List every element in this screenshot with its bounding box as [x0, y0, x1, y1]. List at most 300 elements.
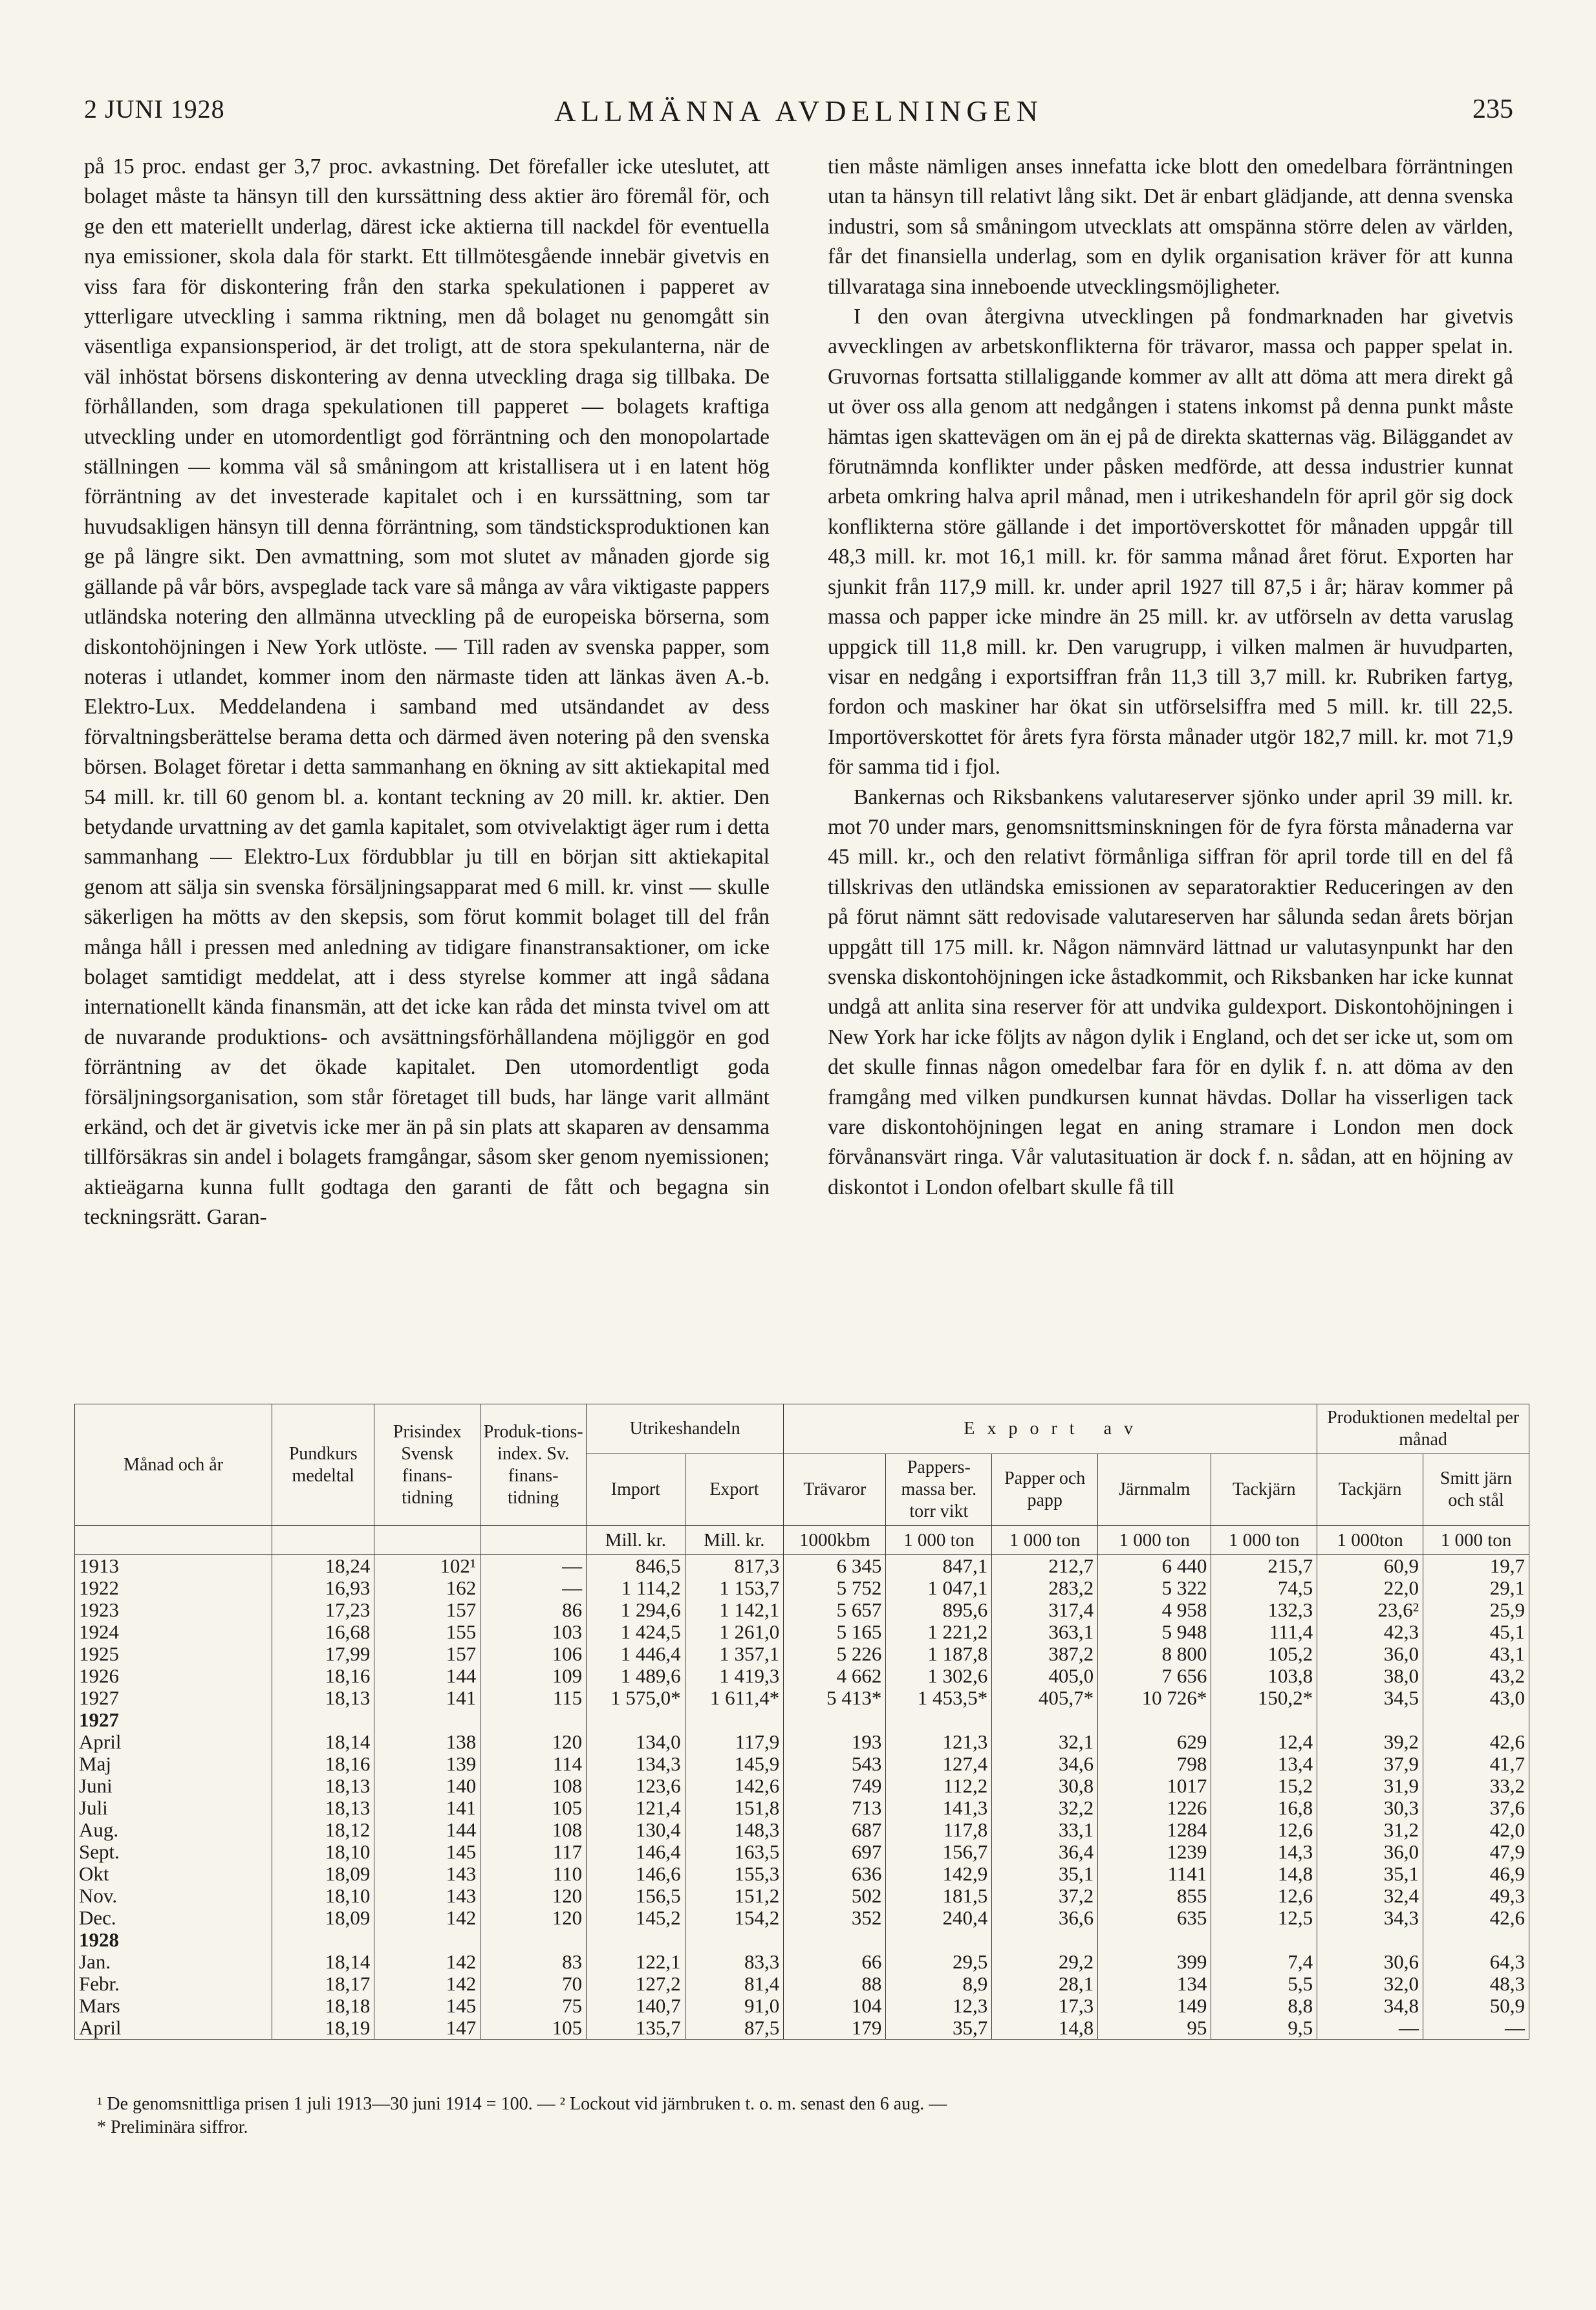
statistics-table	[74, 1404, 1529, 2040]
data-cell: 103,8	[1211, 1665, 1317, 1687]
data-cell: 38,0	[1317, 1665, 1423, 1687]
data-cell: 142	[374, 1973, 480, 1995]
data-cell: 18,16	[272, 1665, 374, 1687]
data-cell: 1017	[1098, 1775, 1211, 1797]
data-cell: 120	[480, 1885, 587, 1907]
data-cell: 30,3	[1317, 1797, 1423, 1819]
data-cell: 43,2	[1423, 1665, 1529, 1687]
data-cell	[1211, 1709, 1317, 1731]
data-cell: 36,4	[992, 1841, 1098, 1863]
row-label: Maj	[75, 1753, 272, 1775]
article-body	[84, 152, 1513, 1368]
data-cell: 102¹	[374, 1555, 480, 1578]
row-label: 1928	[75, 1929, 272, 1951]
data-cell: 142,6	[685, 1775, 784, 1797]
row-label: 1927	[75, 1709, 272, 1731]
data-cell	[1098, 1929, 1211, 1951]
table-row	[75, 1951, 1529, 1973]
row-label: 1925	[75, 1643, 272, 1665]
data-cell: 39,2	[1317, 1731, 1423, 1753]
data-cell: 37,2	[992, 1885, 1098, 1907]
data-cell: 145	[374, 1841, 480, 1863]
data-cell: 5 752	[784, 1577, 886, 1599]
data-cell: 142	[374, 1907, 480, 1929]
data-cell: 7 656	[1098, 1665, 1211, 1687]
data-cell: 18,18	[272, 1995, 374, 2017]
data-cell: 144	[374, 1665, 480, 1687]
data-cell: 18,19	[272, 2017, 374, 2040]
data-cell: 111,4	[1211, 1621, 1317, 1643]
unit-cell: 1 000 ton	[886, 1526, 992, 1555]
row-label: Jan.	[75, 1951, 272, 1973]
th-smitt: Smitt järn och stål	[1423, 1454, 1529, 1526]
data-cell: 12,6	[1211, 1819, 1317, 1841]
data-cell: 143	[374, 1863, 480, 1885]
data-cell: 18,10	[272, 1885, 374, 1907]
data-cell: 31,2	[1317, 1819, 1423, 1841]
data-cell: 5 322	[1098, 1577, 1211, 1599]
data-cell: 9,5	[1211, 2017, 1317, 2040]
row-label: Mars	[75, 1995, 272, 2017]
data-cell: 141,3	[886, 1797, 992, 1819]
footnotes	[97, 2093, 1487, 2139]
footnote: * Preliminära siffror.	[97, 2117, 248, 2137]
data-cell: 163,5	[685, 1841, 784, 1863]
data-cell: 60,9	[1317, 1555, 1423, 1578]
data-cell: 66	[784, 1951, 886, 1973]
data-cell: 83	[480, 1951, 587, 1973]
data-cell: 115	[480, 1687, 587, 1709]
data-cell: 142,9	[886, 1863, 992, 1885]
row-label: 1922	[75, 1577, 272, 1599]
unit-cell: 1000kbm	[784, 1526, 886, 1555]
data-cell: 1 187,8	[886, 1643, 992, 1665]
table-row	[75, 1599, 1529, 1621]
data-cell: 120	[480, 1907, 587, 1929]
data-cell: 8,8	[1211, 1995, 1317, 2017]
data-cell: 5 413*	[784, 1687, 886, 1709]
data-cell: 135,7	[587, 2017, 685, 2040]
data-cell: 8 800	[1098, 1643, 1211, 1665]
th-export: Export	[685, 1454, 784, 1526]
data-cell: 87,5	[685, 2017, 784, 2040]
row-label: April	[75, 2017, 272, 2040]
th-utrikeshandeln: Utrikeshandeln	[587, 1404, 784, 1454]
data-cell: 86	[480, 1599, 587, 1621]
th-prisindex: Prisindex Svensk finans-tidning	[374, 1404, 480, 1526]
data-cell: 1284	[1098, 1819, 1211, 1841]
data-cell: 127,2	[587, 1973, 685, 1995]
data-cell: 157	[374, 1599, 480, 1621]
data-cell: 14,8	[1211, 1863, 1317, 1885]
data-cell: 5 948	[1098, 1621, 1211, 1643]
unit-cell: Mill. kr.	[685, 1526, 784, 1555]
table-row	[75, 1665, 1529, 1687]
th-prod-tackjarn: Tackjärn	[1317, 1454, 1423, 1526]
data-cell: 18,09	[272, 1907, 374, 1929]
data-cell: 16,8	[1211, 1797, 1317, 1819]
data-cell: 34,6	[992, 1753, 1098, 1775]
data-cell: 146,4	[587, 1841, 685, 1863]
data-cell	[784, 1709, 886, 1731]
data-cell: 35,1	[992, 1863, 1098, 1885]
th-produktionsindex: Produk-tions-index. Sv. finans-tidning	[480, 1404, 587, 1526]
data-cell: 12,5	[1211, 1907, 1317, 1929]
page-number: 235	[1472, 94, 1513, 124]
row-label: 1913	[75, 1555, 272, 1578]
data-cell: 5 226	[784, 1643, 886, 1665]
table-row	[75, 1731, 1529, 1753]
data-cell: 91,0	[685, 1995, 784, 2017]
th-export-av: E x p o r t a v	[784, 1404, 1317, 1454]
data-cell: 25,9	[1423, 1599, 1529, 1621]
data-cell: 117,9	[685, 1731, 784, 1753]
data-cell: 140,7	[587, 1995, 685, 2017]
data-cell: 5 657	[784, 1599, 886, 1621]
data-cell: 81,4	[685, 1973, 784, 1995]
data-cell: 157	[374, 1643, 480, 1665]
data-cell: 1 575,0*	[587, 1687, 685, 1709]
data-cell: 50,9	[1423, 1995, 1529, 2017]
data-cell: 145,2	[587, 1907, 685, 1929]
data-cell: 713	[784, 1797, 886, 1819]
data-cell: 105	[480, 2017, 587, 2040]
th-import: Import	[587, 1454, 685, 1526]
data-cell: 636	[784, 1863, 886, 1885]
row-label: Okt	[75, 1863, 272, 1885]
data-cell: 387,2	[992, 1643, 1098, 1665]
unit-cell	[272, 1526, 374, 1555]
data-cell: 45,1	[1423, 1621, 1529, 1643]
data-cell	[272, 1709, 374, 1731]
data-cell: 1141	[1098, 1863, 1211, 1885]
data-cell: 12,3	[886, 1995, 992, 2017]
data-cell: 114	[480, 1753, 587, 1775]
paragraph: tien måste nämligen anses innefatta icke blott den omedelbara förräntningen utan ta hänsyn till relativt lång sikt. Det är enbart glädjande, att denna svenska industri, som så småningom utvecklats att omspänna större delen av världen, får det finansiella underlag, som en dylik organisation kräver för att kunna tillvaratagа sina inneboende utvecklingsmöjligheter.	[828, 155, 1513, 299]
data-cell: 23,6²	[1317, 1599, 1423, 1621]
data-cell: 47,9	[1423, 1841, 1529, 1863]
data-cell: 156,5	[587, 1885, 685, 1907]
data-cell: 855	[1098, 1885, 1211, 1907]
data-cell: 4 958	[1098, 1599, 1211, 1621]
data-cell: 127,4	[886, 1753, 992, 1775]
data-cell: 14,3	[1211, 1841, 1317, 1863]
data-cell: 895,6	[886, 1599, 992, 1621]
data-cell: 104	[784, 1995, 886, 2017]
data-cell	[685, 1709, 784, 1731]
data-cell: 798	[1098, 1753, 1211, 1775]
data-cell: 29,5	[886, 1951, 992, 1973]
data-cell: 5 165	[784, 1621, 886, 1643]
data-cell: 37,9	[1317, 1753, 1423, 1775]
data-cell: 12,4	[1211, 1731, 1317, 1753]
data-cell: 15,2	[1211, 1775, 1317, 1797]
data-cell: 687	[784, 1819, 886, 1841]
data-cell: 32,2	[992, 1797, 1098, 1819]
data-cell: 41,7	[1423, 1753, 1529, 1775]
data-cell	[587, 1929, 685, 1951]
data-cell: 121,3	[886, 1731, 992, 1753]
data-cell: 34,8	[1317, 1995, 1423, 2017]
statistics-table-wrapper	[74, 1404, 1529, 2040]
data-cell: 105	[480, 1797, 587, 1819]
data-cell	[1211, 1929, 1317, 1951]
page-header	[84, 87, 1513, 139]
data-cell	[587, 1709, 685, 1731]
data-cell: 30,6	[1317, 1951, 1423, 1973]
unit-cell: 1 000 ton	[1211, 1526, 1317, 1555]
row-label: 1926	[75, 1665, 272, 1687]
data-cell: 28,1	[992, 1973, 1098, 1995]
data-cell: —	[480, 1577, 587, 1599]
data-cell: 75	[480, 1995, 587, 2017]
data-cell: 18,13	[272, 1687, 374, 1709]
row-label: Juli	[75, 1797, 272, 1819]
data-cell: 635	[1098, 1907, 1211, 1929]
data-cell: 154,2	[685, 1907, 784, 1929]
data-cell: 1 153,7	[685, 1577, 784, 1599]
data-cell: 4 662	[784, 1665, 886, 1687]
left-column	[84, 152, 770, 1233]
data-cell: 240,4	[886, 1907, 992, 1929]
data-cell: 155,3	[685, 1863, 784, 1885]
data-cell: 10 726*	[1098, 1687, 1211, 1709]
data-cell: —	[1423, 2017, 1529, 2040]
unit-cell: Mill. kr.	[587, 1526, 685, 1555]
th-produktionen: Produktionen medeltal per månad	[1317, 1404, 1529, 1454]
row-label: 1924	[75, 1621, 272, 1643]
data-cell: 35,1	[1317, 1863, 1423, 1885]
data-cell: 151,8	[685, 1797, 784, 1819]
data-cell: 1 261,0	[685, 1621, 784, 1643]
unit-cell: 1 000ton	[1317, 1526, 1423, 1555]
data-cell: 42,6	[1423, 1907, 1529, 1929]
data-cell: 43,1	[1423, 1643, 1529, 1665]
data-cell: 46,9	[1423, 1863, 1529, 1885]
table-year-heading-row	[75, 1709, 1529, 1731]
data-cell	[1423, 1709, 1529, 1731]
table-row	[75, 1621, 1529, 1643]
data-cell: 399	[1098, 1951, 1211, 1973]
data-cell: 48,3	[1423, 1973, 1529, 1995]
data-cell: 132,3	[1211, 1599, 1317, 1621]
data-cell: 18,13	[272, 1775, 374, 1797]
data-cell: 32,0	[1317, 1973, 1423, 1995]
data-cell: 1 446,4	[587, 1643, 685, 1665]
unit-cell	[374, 1526, 480, 1555]
data-cell: 122,1	[587, 1951, 685, 1973]
data-cell: 110	[480, 1863, 587, 1885]
data-cell: 18,17	[272, 1973, 374, 1995]
header-section: ALLMÄNNA AVDELNINGEN	[554, 94, 1043, 127]
data-cell: 144	[374, 1819, 480, 1841]
data-cell: 139	[374, 1753, 480, 1775]
data-cell: 18,14	[272, 1731, 374, 1753]
data-cell: 134	[1098, 1973, 1211, 1995]
data-cell: —	[1317, 2017, 1423, 2040]
data-cell: 130,4	[587, 1819, 685, 1841]
data-cell: 18,09	[272, 1863, 374, 1885]
data-cell: 74,5	[1211, 1577, 1317, 1599]
data-cell	[374, 1709, 480, 1731]
data-cell: 140	[374, 1775, 480, 1797]
table-row	[75, 1687, 1529, 1709]
data-cell: 145	[374, 1995, 480, 2017]
data-cell: 150,2*	[1211, 1687, 1317, 1709]
data-cell: 363,1	[992, 1621, 1098, 1643]
data-cell: 134,0	[587, 1731, 685, 1753]
header-date: 2 JUNI 1928	[84, 94, 225, 124]
data-cell	[992, 1709, 1098, 1731]
paragraph: på 15 proc. endast ger 3,7 proc. avkastning. Det förefaller icke uteslutet, att bolaget måste ta hänsyn till den kurssättning dess aktier äro föremål för, och ge den ett materiellt underlag, därest icke aktierna till nackdel för eventuella nya emissioner, skola dala för starkt. Ett tillmötesgående innebär givetvis en viss fara för diskontering från den starka spekulationen i papperet av ytterligare utveckling i samma riktning, men då bolaget nu genomgått sin väsentliga expansionsperiod, är det troligt, att de stora spekulanterna, när de väl inhöstat börsens diskontering av denna utveckling draga sig tillbaka. De förhållanden, som draga spekulationen till papperet — bolagets kraftiga utveckling under en utomordentligt god förräntning och den monopolartade ställningen — komma väl så småningom att kristallisera ut i en latent hög förräntning av det investerade kapitalet och i en kurssättning, som tar huvudsakligen hänsyn till denna förräntning, som tändsticksproduktionen kan ge på längre sikt. Den avmattning, som mot slutet av månaden gjorde sig gällande på vår börs, avspeglade tack vare så många av våra viktigaste pappers utländska notering den allmänna utveckling på de europeiska börserna, som diskontohöjningen i New York utlöste. — Till raden av svenska papper, som noteras i utlandet, kommer inom den närmaste tiden att länkas även A.-b. Elektro-Lux. Meddelandena i samband med utsändandet av dess förvaltningsberättelse berama detta och därmed även notering på den svenska börsen. Bolaget företar i detta sammanhang en ökning av sitt aktiekapital med 54 mill. kr. till 60 genom bl. a. kontant teckning av 20 mill. kr. aktier. Den betydande urvattning av det gamla kapitalet, som otvivelaktigt äger rum i detta sammanhang — Elektro-Lux fördubblar ju till en början sitt aktiekapital genom att sälja sin svenska försäljningsapparat med 6 mill. kr. vinst — skulle säkerligen ha mötts av den skepsis, som förut kommit bolaget till del från många håll i pressen med anledning av tidigare finanstransaktioner, om icke bolaget samtidigt meddelat, att i dess styrelse kommer att ingå sådana internationellt kända finansmän, att det icke kan råda det minsta tvivel om att de nuvarande produktions- och avsättningsförhållandena möjliggör en god förräntning av det ökade kapitalet. Den utomordentligt goda försäljningsorganisation, som står företaget till buds, har länge varit allmänt erkänd, och det är givetvis icke mer än på sin plats att skaparen av densamma tillförsäkras sin andel i bolagets framgångar, såsom sker genom nyemissionen; aktieägarna kunna fullt godtaga den garanti de fått och begagna sin teckningsrätt. Garan-	[84, 155, 770, 1230]
data-cell: 212,7	[992, 1555, 1098, 1578]
data-cell: 13,4	[1211, 1753, 1317, 1775]
data-cell: 117	[480, 1841, 587, 1863]
data-cell	[886, 1929, 992, 1951]
data-cell: 1 419,3	[685, 1665, 784, 1687]
data-cell	[272, 1929, 374, 1951]
th-pundkurs: Pundkurs medeltal	[272, 1404, 374, 1526]
data-cell	[886, 1709, 992, 1731]
row-label: 1923	[75, 1599, 272, 1621]
unit-cell: 1 000 ton	[1098, 1526, 1211, 1555]
data-cell: 18,14	[272, 1951, 374, 1973]
th-travaror: Trävaror	[784, 1454, 886, 1526]
data-cell: 6 440	[1098, 1555, 1211, 1578]
table-body	[75, 1526, 1529, 2040]
data-cell	[784, 1929, 886, 1951]
data-cell: 1 142,1	[685, 1599, 784, 1621]
table-row	[75, 1753, 1529, 1775]
data-cell: 138	[374, 1731, 480, 1753]
data-cell: 37,6	[1423, 1797, 1529, 1819]
data-cell: 1 221,2	[886, 1621, 992, 1643]
data-cell: 17,99	[272, 1643, 374, 1665]
table-year-heading-row	[75, 1929, 1529, 1951]
data-cell: 18,13	[272, 1797, 374, 1819]
data-cell: 156,7	[886, 1841, 992, 1863]
data-cell: 151,2	[685, 1885, 784, 1907]
data-cell: 121,4	[587, 1797, 685, 1819]
th-pappersmassa: Pappers-massa ber. torr vikt	[886, 1454, 992, 1526]
data-cell: 83,3	[685, 1951, 784, 1973]
th-jarnmalm: Järnmalm	[1098, 1454, 1211, 1526]
data-cell: 7,4	[1211, 1951, 1317, 1973]
data-cell: 103	[480, 1621, 587, 1643]
data-cell: 18,10	[272, 1841, 374, 1863]
table-row	[75, 1885, 1529, 1907]
data-cell: 19,7	[1423, 1555, 1529, 1578]
data-cell: 817,3	[685, 1555, 784, 1578]
data-cell: 106	[480, 1643, 587, 1665]
data-cell: 18,24	[272, 1555, 374, 1578]
data-cell: 29,1	[1423, 1577, 1529, 1599]
data-cell: 34,3	[1317, 1907, 1423, 1929]
data-cell: 1 357,1	[685, 1643, 784, 1665]
data-cell	[1423, 1929, 1529, 1951]
data-cell: 33,1	[992, 1819, 1098, 1841]
data-cell: 105,2	[1211, 1643, 1317, 1665]
row-label: Nov.	[75, 1885, 272, 1907]
data-cell: 22,0	[1317, 1577, 1423, 1599]
data-cell: 108	[480, 1819, 587, 1841]
table-row	[75, 2017, 1529, 2040]
data-cell: 143	[374, 1885, 480, 1907]
data-cell: 193	[784, 1731, 886, 1753]
table-row	[75, 1555, 1529, 1578]
data-cell: 109	[480, 1665, 587, 1687]
data-cell: 142	[374, 1951, 480, 1973]
table-header-row	[75, 1404, 1529, 1454]
data-cell: 36,0	[1317, 1643, 1423, 1665]
data-cell: 29,2	[992, 1951, 1098, 1973]
data-cell: 18,12	[272, 1819, 374, 1841]
table-row	[75, 1577, 1529, 1599]
data-cell	[1317, 1709, 1423, 1731]
data-cell: 42,0	[1423, 1819, 1529, 1841]
data-cell: 1239	[1098, 1841, 1211, 1863]
data-cell	[374, 1929, 480, 1951]
data-cell: 17,3	[992, 1995, 1098, 2017]
data-cell: 112,2	[886, 1775, 992, 1797]
data-cell: 18,16	[272, 1753, 374, 1775]
footnote: ¹ De genomsnittliga prisen 1 juli 1913—30 juni 1914 = 100. — ² Lockout vid järnbruken t. o. m. senast den 6 aug. —	[97, 2094, 947, 2114]
data-cell: 17,23	[272, 1599, 374, 1621]
right-column	[828, 152, 1513, 1203]
row-label: Febr.	[75, 1973, 272, 1995]
data-cell: 215,7	[1211, 1555, 1317, 1578]
data-cell: 181,5	[886, 1885, 992, 1907]
data-cell: 49,3	[1423, 1885, 1529, 1907]
data-cell: 33,2	[1423, 1775, 1529, 1797]
data-cell: 64,3	[1423, 1951, 1529, 1973]
data-cell: 846,5	[587, 1555, 685, 1578]
data-cell: 36,6	[992, 1907, 1098, 1929]
data-cell: 30,8	[992, 1775, 1098, 1797]
data-cell: 34,5	[1317, 1687, 1423, 1709]
data-cell: 12,6	[1211, 1885, 1317, 1907]
data-cell: 1 489,6	[587, 1665, 685, 1687]
data-cell: 149	[1098, 1995, 1211, 2017]
data-cell: 847,1	[886, 1555, 992, 1578]
data-cell	[685, 1929, 784, 1951]
data-cell: 70	[480, 1973, 587, 1995]
unit-cell: 1 000 ton	[1423, 1526, 1529, 1555]
data-cell: 16,93	[272, 1577, 374, 1599]
table-row	[75, 1863, 1529, 1885]
data-cell: 6 345	[784, 1555, 886, 1578]
data-cell: 141	[374, 1797, 480, 1819]
data-cell: 162	[374, 1577, 480, 1599]
data-cell: 1 611,4*	[685, 1687, 784, 1709]
data-cell: 42,3	[1317, 1621, 1423, 1643]
unit-cell: 1 000 ton	[992, 1526, 1098, 1555]
table-row	[75, 1907, 1529, 1929]
data-cell: 88	[784, 1973, 886, 1995]
data-cell: 179	[784, 2017, 886, 2040]
data-cell: 32,4	[1317, 1885, 1423, 1907]
table-row	[75, 1775, 1529, 1797]
data-cell: 5,5	[1211, 1973, 1317, 1995]
data-cell: 543	[784, 1753, 886, 1775]
data-cell: 108	[480, 1775, 587, 1797]
data-cell: 317,4	[992, 1599, 1098, 1621]
table-row	[75, 1841, 1529, 1863]
data-cell: 16,68	[272, 1621, 374, 1643]
data-cell: 1226	[1098, 1797, 1211, 1819]
row-label: Sept.	[75, 1841, 272, 1863]
data-cell: 32,1	[992, 1731, 1098, 1753]
